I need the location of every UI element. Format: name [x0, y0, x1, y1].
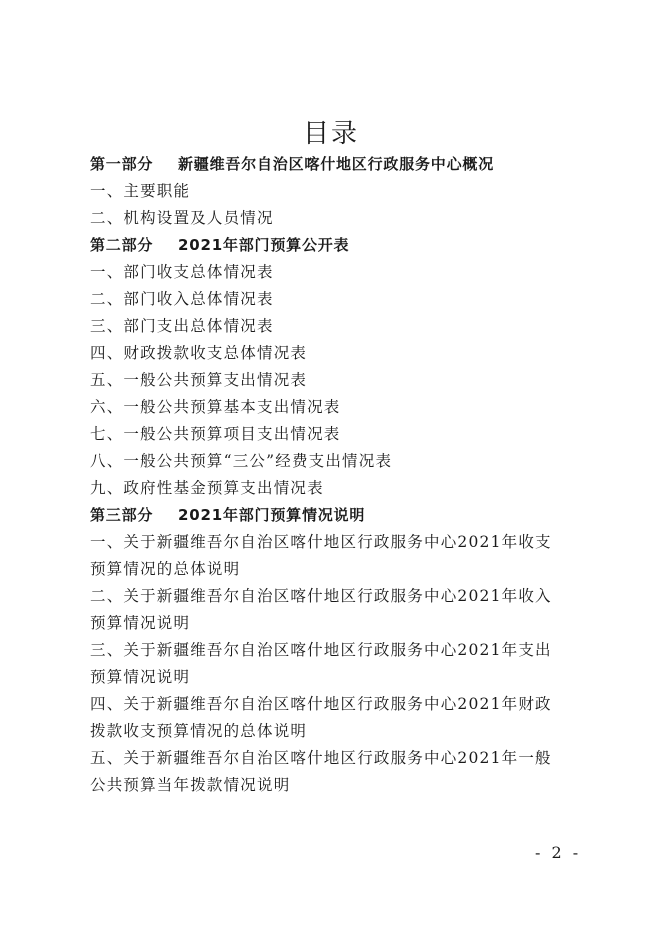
part-label: 第二部分: [90, 236, 154, 254]
toc-item: 三、部门支出总体情况表: [90, 317, 274, 335]
toc-item: 二、机构设置及人员情况: [90, 209, 274, 227]
toc-item: 五、一般公共预算支出情况表: [90, 371, 308, 389]
part-label: 第一部分: [90, 155, 154, 173]
toc-item: 六、一般公共预算基本支出情况表: [90, 398, 341, 416]
part-heading: [90, 151, 580, 178]
part-title: 2021年部门预算公开表: [178, 236, 350, 254]
toc-item: 四、关于新疆维吾尔自治区喀什地区行政服务中心2021年财政: [90, 695, 552, 713]
toc-item-continuation: 预算情况说明: [90, 614, 191, 632]
toc-item-continuation: 公共预算当年拨款情况说明: [90, 776, 291, 794]
toc-item: 三、关于新疆维吾尔自治区喀什地区行政服务中心2021年支出: [90, 641, 552, 659]
toc-item-continuation: 预算情况的总体说明: [90, 560, 241, 578]
toc-item-continuation: 预算情况说明: [90, 668, 191, 686]
toc-item: 九、政府性基金预算支出情况表: [90, 479, 324, 497]
table-of-contents: [90, 151, 580, 799]
toc-item-continuation: 拨款收支预算情况的总体说明: [90, 722, 308, 740]
part-heading: [90, 502, 580, 529]
toc-item: 二、部门收入总体情况表: [90, 290, 274, 308]
toc-item: 一、部门收支总体情况表: [90, 263, 274, 281]
part-heading: [90, 232, 580, 259]
toc-item: 一、关于新疆维吾尔自治区喀什地区行政服务中心2021年收支: [90, 533, 552, 551]
toc-item: 八、一般公共预算“三公”经费支出情况表: [90, 452, 393, 470]
toc-item: 五、关于新疆维吾尔自治区喀什地区行政服务中心2021年一般: [90, 749, 552, 767]
part-label: 第三部分: [90, 506, 154, 524]
toc-item: 四、财政拨款收支总体情况表: [90, 344, 308, 362]
part-title: 2021年部门预算情况说明: [178, 506, 366, 524]
toc-item: 七、一般公共预算项目支出情况表: [90, 425, 341, 443]
page-title: 目录: [302, 119, 359, 149]
part-title: 新疆维吾尔自治区喀什地区行政服务中心概况: [178, 155, 495, 173]
toc-item: 二、关于新疆维吾尔自治区喀什地区行政服务中心2021年收入: [90, 587, 552, 605]
page-number: - 2 -: [535, 843, 582, 862]
toc-item: 一、主要职能: [90, 182, 191, 200]
